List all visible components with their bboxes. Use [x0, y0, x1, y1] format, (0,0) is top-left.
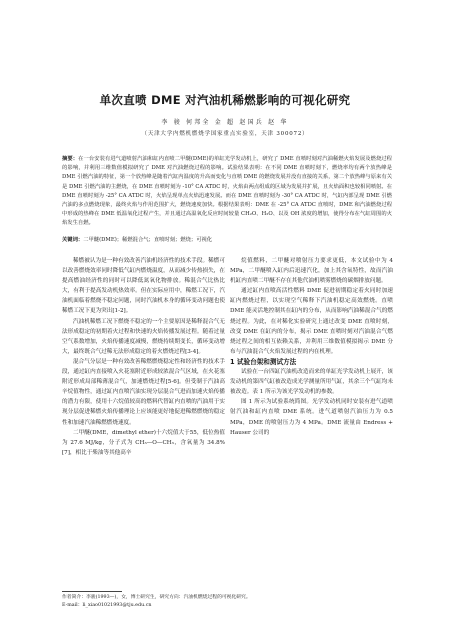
body-paragraph: 二甲醚(DME，dimethyl ether)十六烷值大于55，低位热值为 27.6 MJ/kg，分子式为 CH₃—O—CH₃，含氧量为 34.8%[7]，相比于柴油等其他高辛	[62, 429, 225, 456]
body-paragraph: 通过缸内直喷高活性燃料 DME 促进初期稳定着火同时加速缸内燃烧过程，以实现空气稀释下汽油机稳定高效燃烧。直喷 DME 能灵活地控制其在缸内的分布，从而影响汽油稀混合气的燃烧过程。为此，在对稀化实验研究上通过改变 DME 直喷时刻，改变 DME 在缸内的分布，揭示 DME 直喷时刻对汽油混合气燃烧过程之间的相互依赖关系，并利用三维数值模拟揭示 DME 分布与汽油混合气火焰发展过程的内在机理。	[230, 288, 393, 355]
author-bio: 作者简介：李骏(1993—)，女，博士研究生，研究方向：汽油机燃烧过程的可视化研究。	[62, 595, 251, 600]
keywords-text: 二甲醚(DME)；稀燃混合气；直喷时刻；燃烧；可视化	[83, 237, 213, 243]
right-column	[230, 256, 393, 438]
body-paragraph: 试验在一台四缸汽油机改造而来的单缸光学发动机上展开，该发动机的第四气缸被改造成光学测量所用气缸，其余三个气缸均未被改造。表 1 所示为该光学发动机的参数。	[230, 369, 393, 396]
keywords-label: 关键词：	[62, 237, 84, 243]
body-paragraph: 图 1 所示为试验系统简图。光学发动机同时安装有进气道喷射汽油和缸内直喷 DME 系统。进气道喷射汽油压力为 0.5 MPa，DME 的喷射压力为 4 MPa。DME 流量由 Endress + Hauser 公司的	[230, 399, 393, 436]
body-paragraph: 混合气分层是一种有效改善稀燃燃烧稳定性和经济性的技术手段，通过缸内直接喷入火花塞附近形成较浓混合气区域，在火花塞附近形成局部稀薄混合气，加速燃烧过程[5-6]。但受制于汽油高辛烷值物性，通过缸内直喷汽油实现分层混合气进而加速火焰传播的潜力有限，使用十六烷值较高的燃料代替缸内直喷的汽油用于实现分层促进稀燃火焰传播理论上应该能更好地促进稀燃燃烧的稳定性和加速汽油稀燃燃烧速度。	[62, 358, 225, 426]
body-paragraph: 烷值燃料，二甲醚对喷射压力要求更低，本文试验中为 4 MPa，二甲醚喷入缸内后迅速汽化，加上其含氧特性，故而汽油机缸内直喷二甲醚不存在其他代油机喷雾燃烧的碳烟排放问题。	[230, 258, 393, 285]
author-list: 李 骏 何邦全 金 超 赵国兵 赵 华	[161, 119, 289, 126]
affiliation: （天津大学内燃机燃烧学国家重点实验室，天津 300072）	[141, 131, 309, 137]
body-paragraph: 稀燃被认为是一种有效改善汽油机经济性的技术手段。稀燃可以改善燃烧效率同时降低气缸内燃烧温度，从而减少传热损失，在提高燃油经济性的同时可以降低氮氧化物排放。稀混合气比热比大，有利于提高发动机热效率。但在实际应用中，稀燃工况下，汽油机面临着燃烧不稳定问题，同时汽油机本身的循环变动问题也使稀燃工况下更为突出[1-2]。	[62, 258, 225, 315]
section-heading: 1 试验台架和测试方法	[230, 357, 297, 366]
body-paragraph: 汽油机稀燃工况下燃烧不稳定的一个主要原因是稀释混合气无法形成稳定的初期着火过程和快速的火焰传播发展过程。随着过量空气系数增加，火焰传播速度减慢，燃烧持续期变长，循环变动增大，最终既合气过稀无法形成稳定的着火燃烧过程[3-4]。	[62, 318, 225, 355]
abstract-text: 在一台安装有进气道喷射汽油和缸内直喷二甲醚(DME)的单缸光学发动机上，研究了 DME 直喷时刻对汽油稀燃火焰发展及燃烧过程的影响，并利用三维数值模拟研究了 DME 对汽油燃烧过程的影响。试验结果表明：在不同 DME 直喷时刻下，燃烧率均有两个放热峰是 DME 引燃汽油的特征，第一个放热峰是随着汽缸内温度的升高而变化与直喷 DME 的燃烧发展并没有直接的关系，第二个放热峰与原来有关是 DME 引燃汽油的主燃烧，在 DME 直喷时刻为 -10° CA ATDC 时，火焰由两点组成的区域为发展并扩展，且火焰面积也较相同喷射。在 DME 直喷时刻为 -25° CA ATDC 时，火焰呈现单点火焰迅速发展。而在 DME 直喷时刻为 -30° CA ATDC 时，气缸内部呈现 DME 引燃汽油的多点燃烧现象，最终火焰与作用范围扩大，燃烧速度加快。根据结果表明：DME 在 -25° CA ATDC 直喷时，DME 和汽油燃烧过程中形成的热峰在 DME 低温氧化过程产生，并且通过高温氧化反应时间较量 CH₂O、H₂O、以及 OH 浓度的增加，使得分布在气缸周围的火焰发生自燃。	[62, 156, 392, 227]
author-email: E-mail：li_xiao01021993@tju.edu.cn	[62, 602, 152, 608]
abstract-block	[62, 155, 392, 229]
abstract-label: 摘要：	[62, 156, 79, 162]
footnote-divider	[62, 591, 122, 592]
footnote	[62, 594, 392, 609]
paper-title: 单次直喷 DME 对汽油机稀燃影响的可视化研究	[99, 93, 351, 107]
keywords-block	[62, 236, 392, 245]
left-column	[62, 256, 225, 458]
